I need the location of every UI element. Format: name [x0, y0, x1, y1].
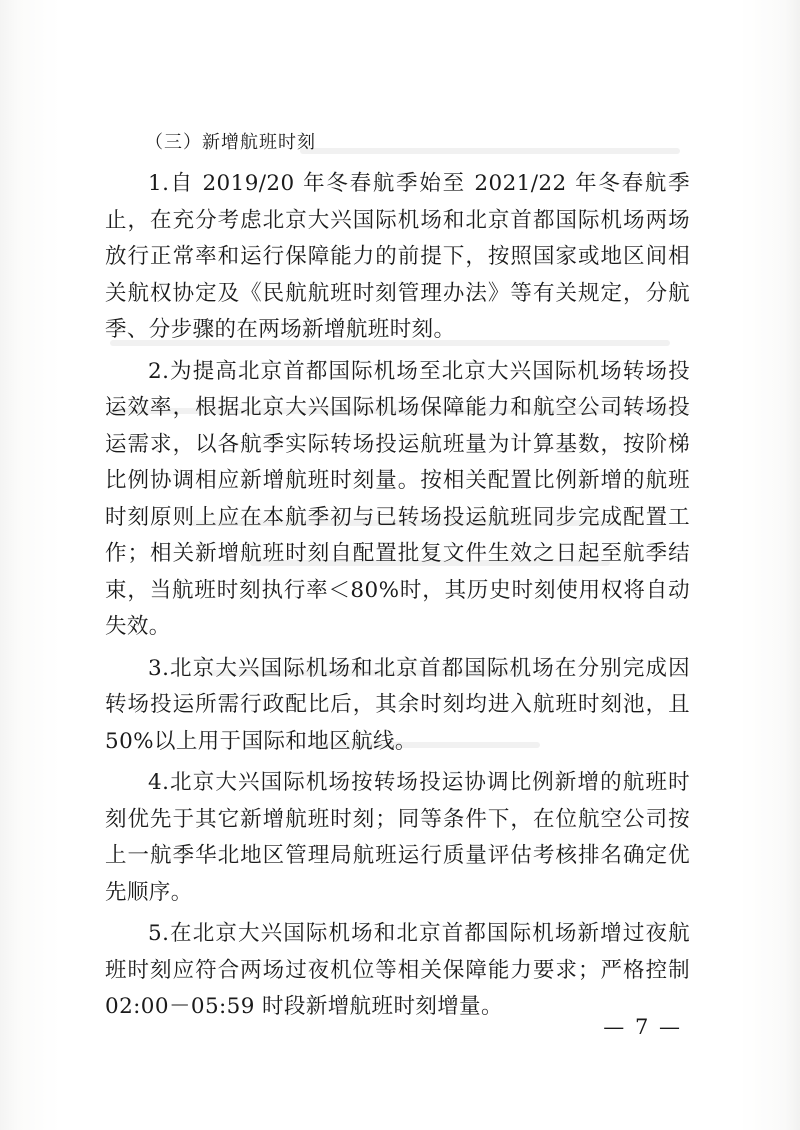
paragraph-5: 5.在北京大兴国际机场和北京首都国际机场新增过夜航班时刻应符合两场过夜机位等相关保障能力要求；严格控制 02:00－05:59 时段新增航班时刻增量。	[105, 921, 690, 1019]
paragraph-4: 4.北京大兴国际机场按转场投运协调比例新增的航班时刻优先于其它新增航班时刻；同等条件下，在位航空公司按上一航季华北地区管理局航班运行质量评估考核排名确定优先顺序。	[105, 770, 690, 905]
paragraph-3: 3.北京大兴国际机场和北京首都国际机场在分别完成因转场投运所需行政配比后，其余时刻均进入航班时刻池，且 50%以上用于国际和地区航线。	[105, 655, 690, 754]
page-number: — 7 —	[603, 1015, 682, 1039]
section-heading: （三）新增航班时刻	[145, 132, 316, 153]
document-body	[105, 130, 690, 1031]
paragraph-2: 2.为提高北京首都国际机场至北京大兴国际机场转场投运效率，根据北京大兴国际机场保障能力和航空公司转场投运需求，以各航季实际转场投运航班量为计算基数，按阶梯比例协调相应新增航班时刻量。按相关配置比例新增的航班时刻原则上应在本航季初与已转场投运航班同步完成配置工作；相关新增航班时刻自配置批复文件生效之日起至航季结束，当航班时刻执行率＜80%时，其历史时刻使用权将自动失效。	[105, 358, 690, 639]
paragraph-1: 1.自 2019/20 年冬春航季始至 2021/22 年冬春航季止，在充分考虑北京大兴国际机场和北京首都国际机场两场放行正常率和运行保障能力的前提下，按照国家或地区间相关航权协定及《民航航班时刻管理办法》等有关规定，分航季、分步骤的在两场新增航班时刻。	[105, 171, 690, 342]
